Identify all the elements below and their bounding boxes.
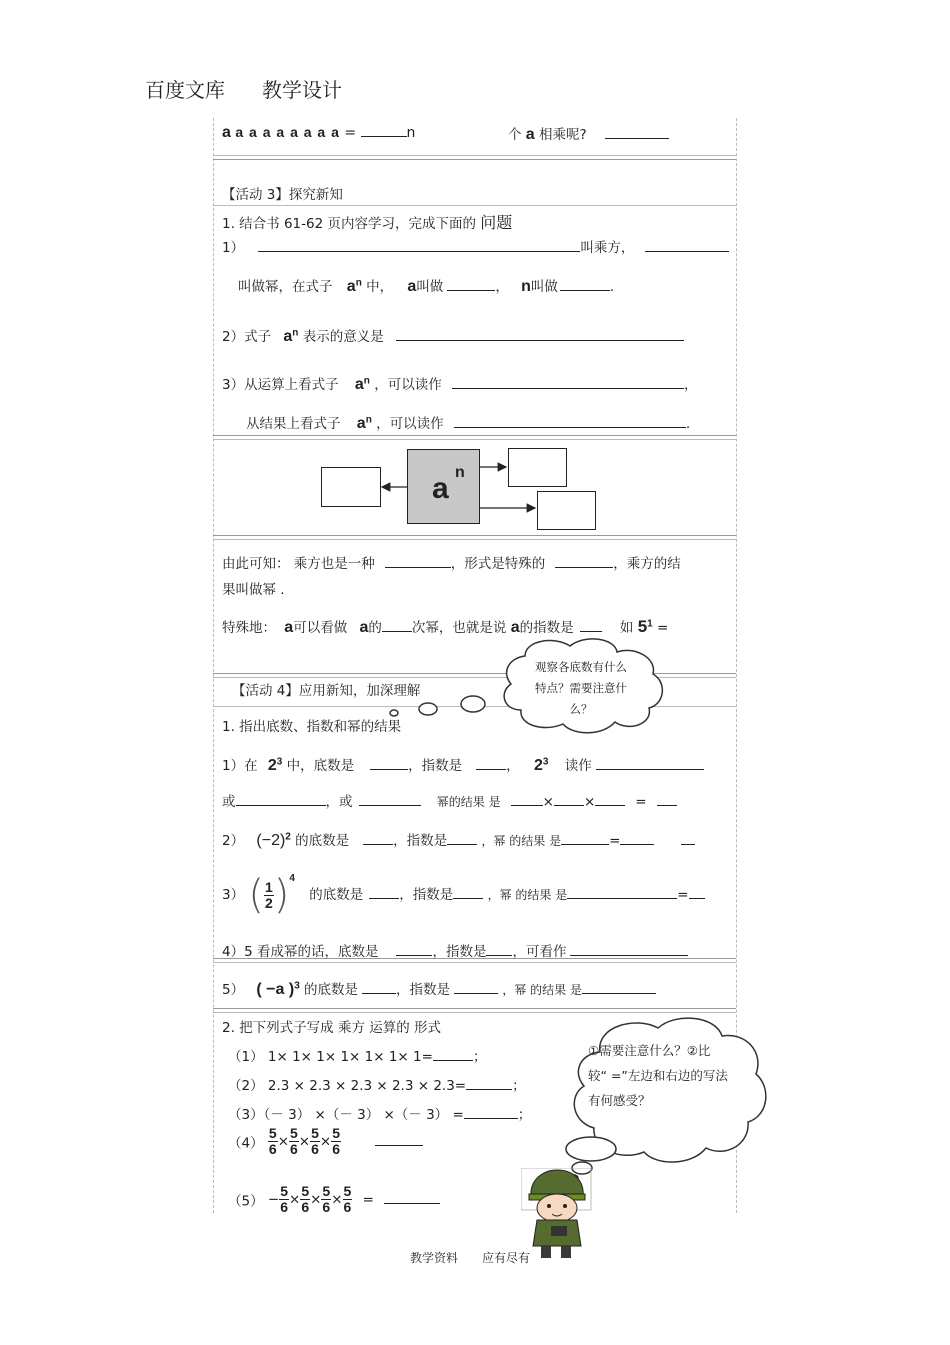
conclusion-line1: 由此可知： 乘方也是一种 ，形式是特殊的 ，乘方的结 <box>222 552 681 572</box>
cloud1-text: 观察各底数有什么特点？需要注意什么？ <box>535 660 627 716</box>
expr-4: （4） $\frac{5}{6}$ × $\frac{5}{6}$ × $\frac{5}{6}$ × $\frac{5}{6}$ <box>228 1126 423 1157</box>
divider <box>213 962 736 963</box>
q2-heading: 2. 把下列式子写成 乘方 运算的 形式 <box>222 1020 442 1036</box>
special-line: 特殊地： a可以看做 a的 次幂，也就是说 a的指数是 如 $5^1$ = <box>222 617 669 636</box>
footer-left: 教学资料 <box>410 1251 459 1265</box>
q1-2: 2）式子 $a^n$ 表示的意义是 <box>222 325 684 346</box>
row4: 4）5 看成幂的话，底数是 ，指数是 ，可看作 <box>222 940 688 960</box>
cartoon-girl-illustration <box>521 1168 593 1260</box>
cloud2-text: ①需要注意什么？②比较“ =”左边和右边的写法有何感受？ <box>588 1043 728 1108</box>
top-row-question: 个 a 相乘呢? <box>508 123 669 144</box>
activity4-title: 【活动 4】应用新知，加深理解 <box>232 683 421 699</box>
top-row: a a a a a a a a a = n <box>222 124 416 141</box>
q1-heading: 1. 指出底数、指数和幂的结果 <box>222 719 402 735</box>
row3: 3） ( $\frac{1}{2}$ )$^4$ 的底数是 ，指数是 ，幂 的结果 是 = <box>222 872 705 918</box>
q1-1b: 叫做幂，在式子 $a^n$ 中， a叫做 ， n叫做 . <box>238 277 615 295</box>
footer-right: 应有尽有 <box>482 1251 531 1265</box>
q1-1: 1） 叫乘方， <box>222 236 729 256</box>
activity3-title: 【活动 3】探究新知 <box>222 187 343 203</box>
row5: 5） ( −a )$^3$ 的底数是 ，指数是 ，幂 的结果 是 <box>222 978 656 999</box>
diagram-arrows <box>0 0 950 600</box>
expr-5: （5） − $\frac{5}{6}$ × $\frac{5}{6}$ × $\frac{5}{6}$ × $\frac{5}{6}$ = <box>228 1184 440 1215</box>
header-title: 教学设计 <box>262 78 342 102</box>
row1: 1）在 $2^3$ 中，底数是 ，指数是 ， $2^3$ 读作 <box>222 754 704 775</box>
expr-1: （1） 1× 1× 1× 1× 1× 1× 1= ； <box>228 1045 486 1065</box>
row1b: 或 ，或 幂的结果 是 × × = <box>222 790 677 810</box>
q1-intro: 1. 结合书 61-62 页内容学习，完成下面的 问题 <box>222 213 513 232</box>
conclusion-line2: 果叫做幂 . <box>222 582 285 598</box>
q1-3b: 从结果上看式子 $a^n$ ，可以读作 . <box>246 414 691 432</box>
header-brand: 百度文库 <box>145 78 225 102</box>
q1-3: 3）从运算上看式子 $a^n$ ，可以读作 ， <box>222 375 698 393</box>
divider <box>213 1008 736 1009</box>
expr-2: （2） 2.3 × 2.3 × 2.3 × 2.3 × 2.3= ； <box>228 1074 526 1094</box>
row2: 2） $(-2)^2$ 的底数是 ，指数是 ，幂 的结果 是 = <box>222 829 695 850</box>
expr-3: （3）（－ 3） ×（－ 3） ×（－ 3） = ； <box>228 1103 531 1123</box>
diagram-an-exp: n <box>455 464 465 481</box>
diagram-an-base: a <box>432 472 449 505</box>
